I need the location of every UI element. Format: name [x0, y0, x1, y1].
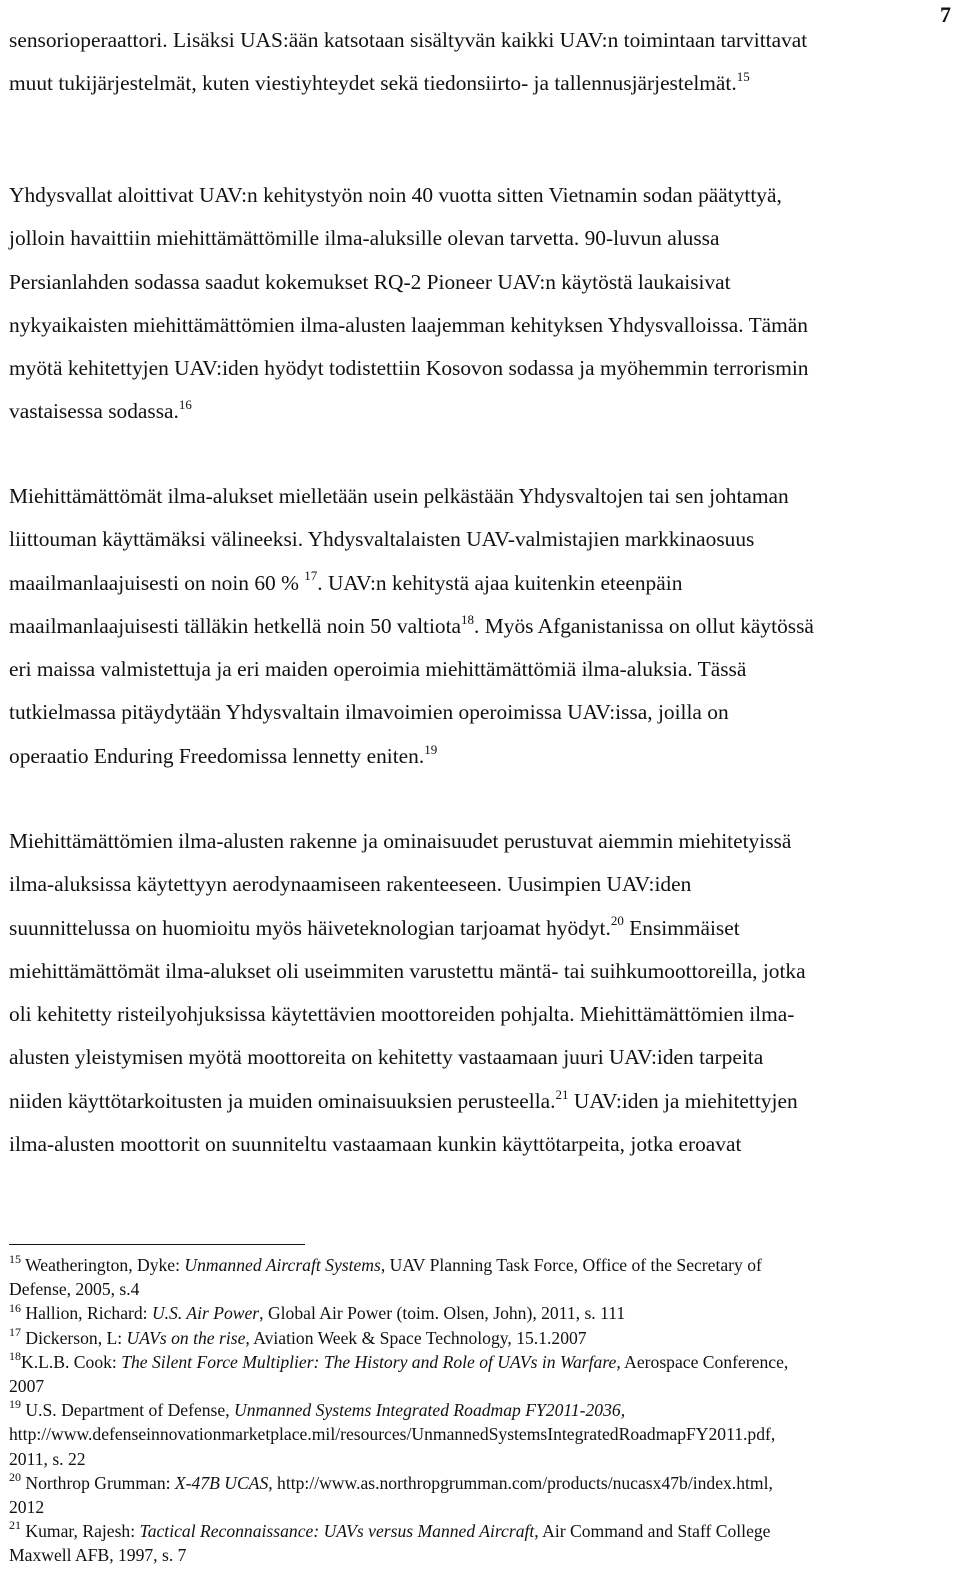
- footnote-ref[interactable]: 18: [461, 611, 475, 627]
- text-line: sensorioperaattori. Lisäksi UAS:ään katsotaan sisältyvän kaikki UAV:n toimintaan tarvittavat: [9, 28, 808, 52]
- paragraph: [9, 19, 945, 106]
- footnotes: [9, 1253, 945, 1567]
- paragraph: [9, 174, 945, 434]
- footnote-19: $^{19}$ U.S. Department of Defense, Unmanned Systems Integrated Roadmap FY2011-2036, http://www.defenseinnovationmarketplace.mil/resources/UnmannedSystemsIntegratedRoadmapFY2011.pdf, 2011, s. 22: [9, 1398, 945, 1471]
- text-line: operaatio Enduring Freedomissa lennetty eniten.$^{19}$: [9, 741, 438, 768]
- text-line: suunnittelussa on huomioitu myös häiveteknologian tarjoamat hyödyt.$^{20}$ Ensimmäiset: [9, 913, 740, 940]
- text-line: vastaisessa sodassa.$^{16}$: [9, 397, 192, 424]
- text-line: ilma-aluksissa käytettyyn aerodynaamiseen rakenteeseen. Uusimpien UAV:iden: [9, 872, 692, 897]
- text-line: Miehittämättömien ilma-alusten rakenne ja ominaisuudet perustuvat aiemmin miehitetyissä: [9, 829, 792, 853]
- text-line: Miehittämättömät ilma-alukset mielletään usein pelkästään Yhdysvaltojen tai sen johtaman: [9, 484, 789, 508]
- text-line: ilma-alusten moottorit on suunniteltu vastaamaan kunkin käyttötarpeita, jotka eroavat: [9, 1132, 742, 1157]
- footnote-ref[interactable]: 19: [424, 741, 438, 757]
- footnote-separator: [9, 1244, 305, 1245]
- footnote-18: $^{18}$K.L.B. Cook: The Silent Force Multiplier: The History and Role of UAVs in Warfare, Aerospace Conference, 2007: [9, 1348, 789, 1396]
- text-line: tutkielmassa pitäydytään Yhdysvaltain ilmavoimien operoimissa UAV:issa, joilla on: [9, 700, 729, 725]
- text-line: niiden käyttötarkoitusten ja muiden ominaisuuksien perusteella.$^{21}$ UAV:iden ja miehitettyjen: [9, 1086, 798, 1113]
- footnote-17: $^{17}$ Dickerson, L: UAVs on the rise, Aviation Week & Space Technology, 15.1.2007: [9, 1324, 587, 1348]
- text-line: maailmanlaajuisesti on noin 60 % $^{17}$. UAV:n kehitystä ajaa kuitenkin eteenpäin: [9, 568, 683, 595]
- page-number: 7: [940, 2, 951, 27]
- text-line: eri maissa valmistettuja ja eri maiden operoimia miehittämättömiä ilma-aluksia. Tässä: [9, 657, 747, 682]
- footnote-ref[interactable]: 17: [304, 568, 318, 584]
- text-line: Persianlahden sodassa saadut kokemukset RQ-2 Pioneer UAV:n käytöstä laukaisivat: [9, 269, 731, 294]
- footnote-15: $^{15}$ Weatherington, Dyke: Unmanned Aircraft Systems, UAV Planning Task Force, Office of the Secretary of Defense, 2005, s.4: [9, 1252, 762, 1300]
- paragraph: [9, 475, 945, 778]
- footnote-ref[interactable]: 15: [736, 69, 750, 85]
- footnote-link[interactable]: http://www.defenseinnovationmarketplace.mil/resources/UnmannedSystemsIntegratedRoadmapFY2011.pdf,: [9, 1424, 776, 1445]
- text-line: Yhdysvallat aloittivat UAV:n kehitystyön noin 40 vuotta sitten Vietnamin sodan päätyttyä,: [9, 183, 782, 207]
- text-line: oli kehitetty risteilyohjuksissa käytettävien moottoreiden pohjalta. Miehittämättömien ilma-: [9, 1002, 795, 1027]
- text-line: muut tukijärjestelmät, kuten viestiyhteydet sekä tiedonsiirto- ja tallennusjärjestelmät.$^{15}$: [9, 69, 750, 96]
- footnote-20: $^{20}$ Northrop Grumman: X-47B UCAS, http://www.as.northropgrumman.com/products/nucasx47b/index.html, 2012: [9, 1469, 773, 1517]
- text-line: jolloin havaittiin miehittämättömille ilma-aluksille olevan tarvetta. 90-luvun alussa: [9, 226, 720, 251]
- text-line: miehittämättömät ilma-alukset oli useimmiten varustettu mäntä- tai suihkumoottoreilla, jotka: [9, 958, 806, 983]
- text-line: alusten yleistymisen myötä moottoreita on kehitetty vastaamaan juuri UAV:iden tarpeita: [9, 1045, 764, 1070]
- footnote-16: $^{16}$ Hallion, Richard: U.S. Air Power, Global Air Power (toim. Olsen, John), 2011, s. 111: [9, 1300, 626, 1324]
- footnote-ref[interactable]: 20: [610, 913, 624, 929]
- footnote-21: $^{21}$ Kumar, Rajesh: Tactical Reconnaissance: UAVs versus Manned Aircraft, Air Command and Staff College Maxwell AFB, 1997, s. 7: [9, 1518, 771, 1566]
- text-line: myötä kehitettyjen UAV:iden hyödyt todistettiin Kosovon sodassa ja myöhemmin terrorismin: [9, 356, 809, 381]
- paragraph: [9, 820, 945, 1166]
- text-line: maailmanlaajuisesti tälläkin hetkellä noin 50 valtiota$^{18}$. Myös Afganistanissa on ollut käytössä: [9, 611, 814, 638]
- text-line: nykyaikaisten miehittämättömien ilma-alusten laajemman kehityksen Yhdysvalloissa. Tämän: [9, 312, 808, 337]
- footnote-link[interactable]: http://www.as.northropgrumman.com/products/nucasx47b/index.html,: [272, 1472, 773, 1493]
- footnote-ref[interactable]: 16: [178, 397, 192, 413]
- text-line: liittouman käyttämäksi välineeksi. Yhdysvaltalaisten UAV-valmistajien markkinaosuus: [9, 527, 755, 552]
- footnote-ref[interactable]: 21: [555, 1086, 569, 1102]
